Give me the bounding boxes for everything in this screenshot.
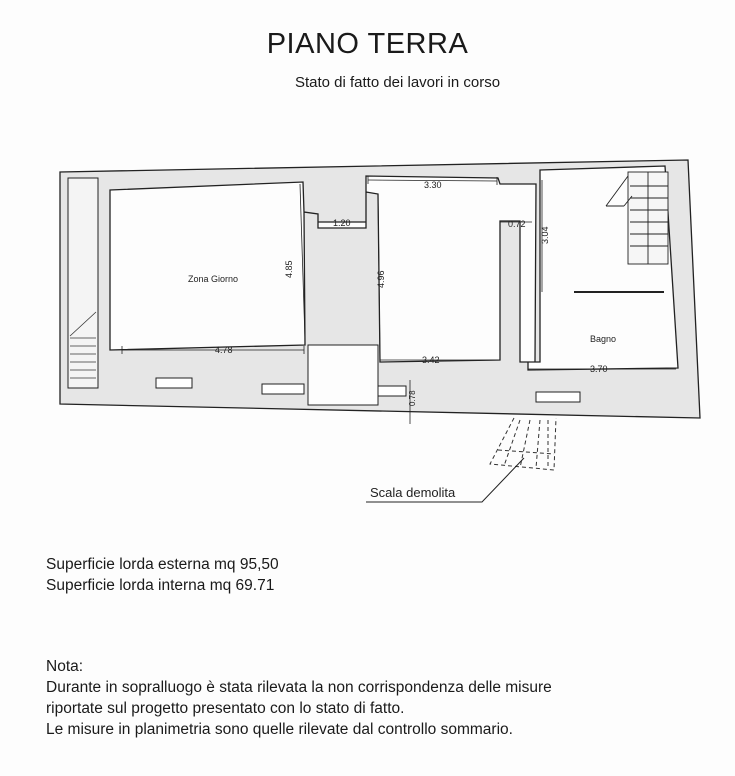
dim-3-42: 3.42 <box>422 355 440 365</box>
surface-internal: Superficie lorda interna mq 69.71 <box>46 577 275 594</box>
dim-4-96: 4.96 <box>376 270 386 288</box>
note-block <box>46 656 716 740</box>
room-label-zona-giorno: Zona Giorno <box>188 274 239 284</box>
note-line: Durante in sopralluogo è stata rilevata la non corrispondenza delle misure <box>46 679 552 696</box>
scala-demolita-label: Scala demolita <box>370 485 456 500</box>
dim-0-78: 0.78 <box>408 390 417 406</box>
note-heading: Nota: <box>46 658 84 675</box>
surface-external: Superficie lorda esterna mq 95,50 <box>46 556 279 573</box>
dim-3-04: 3.04 <box>540 226 550 244</box>
dim-4-85: 4.85 <box>284 260 294 278</box>
page-subtitle: Stato di fatto dei lavori in corso <box>294 74 501 91</box>
dim-0-72: 0.72 <box>508 219 526 229</box>
note-line: Le misure in planimetria sono quelle rilevate dal controllo sommario. <box>46 721 513 738</box>
dim-1-20: 1.20 <box>333 218 351 228</box>
floor-plan <box>0 150 735 510</box>
room-label-bagno: Bagno <box>590 334 617 344</box>
dim-3-30: 3.30 <box>424 180 442 190</box>
right-stair <box>606 172 668 264</box>
surfaces-block <box>46 554 279 596</box>
dim-3-70: 3.70 <box>590 364 608 374</box>
left-strip <box>68 178 98 388</box>
note-line: riportate sul progetto presentato con lo stato di fatto. <box>46 700 405 717</box>
dim-4-78: 4.78 <box>215 345 233 355</box>
page-title: PIANO TERRA <box>266 28 469 60</box>
entrance-gap <box>308 345 378 405</box>
demolished-stair <box>490 418 556 470</box>
